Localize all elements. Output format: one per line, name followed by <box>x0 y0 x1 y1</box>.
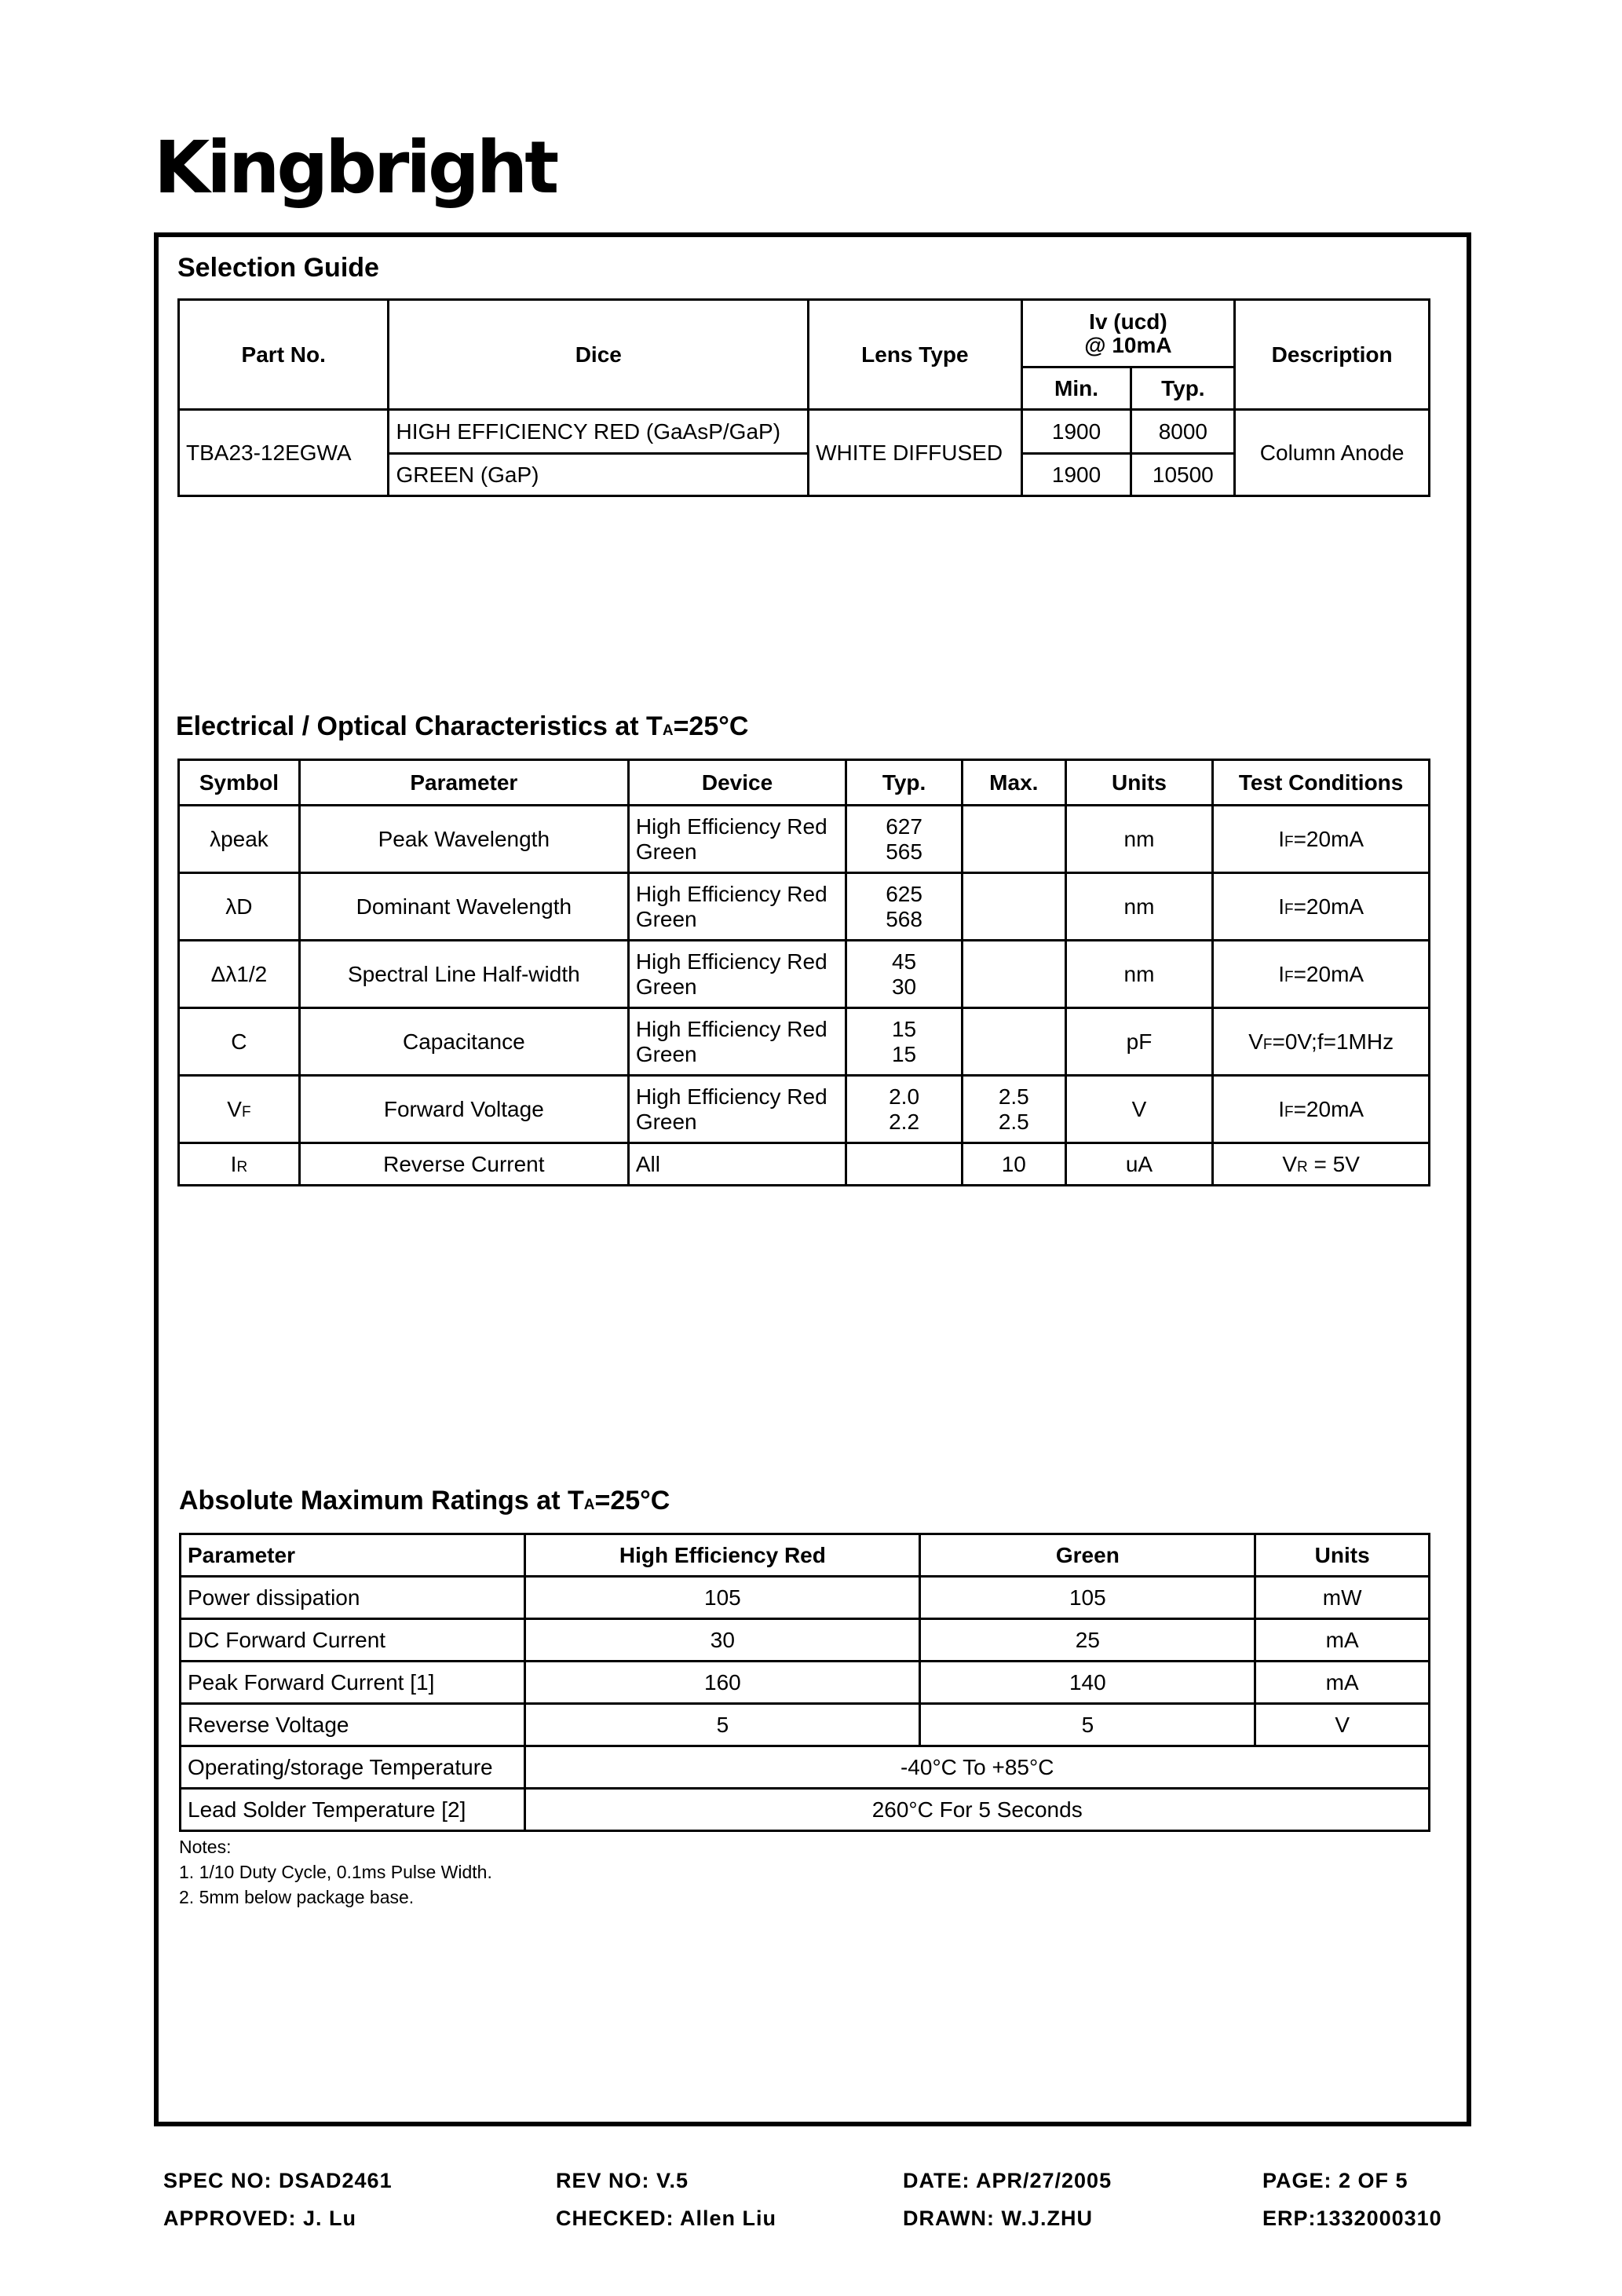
absolute-ratings-title: Absolute Maximum Ratings at TA=25°C <box>179 1486 670 1515</box>
table-row <box>181 1746 1430 1789</box>
max-cell <box>962 873 1065 941</box>
green-cell: 140 <box>920 1662 1255 1704</box>
table-row <box>179 1143 1430 1186</box>
notes-heading: Notes: <box>179 1837 232 1857</box>
symbol-cell: λpeak <box>179 806 300 873</box>
her-cell: 105 <box>525 1577 920 1619</box>
iv-min: 1900 <box>1021 410 1131 454</box>
header-iv <box>1021 300 1235 367</box>
table-row <box>179 1008 1430 1076</box>
header-iv-line2: @ 10mA <box>1084 332 1172 357</box>
symbol-cell: Δλ1/2 <box>179 941 300 1008</box>
her-cell: 30 <box>525 1619 920 1662</box>
table-row <box>179 1076 1430 1143</box>
header-max: Max. <box>962 760 1065 806</box>
parameter-cell: Operating/storage Temperature <box>181 1746 525 1789</box>
description: Column Anode <box>1235 410 1430 496</box>
parameter-cell: Power dissipation <box>181 1577 525 1619</box>
max-cell: 10 <box>962 1143 1065 1186</box>
parameter-cell: Dominant Wavelength <box>299 873 628 941</box>
max-cell: 2.5 2.5 <box>962 1076 1065 1143</box>
green-cell: 25 <box>920 1619 1255 1662</box>
green-cell: 5 <box>920 1704 1255 1746</box>
parameter-cell: DC Forward Current <box>181 1619 525 1662</box>
symbol-cell: C <box>179 1008 300 1076</box>
parameter-cell: Forward Voltage <box>299 1076 628 1143</box>
header-units: Units <box>1065 760 1213 806</box>
spec-no: SPEC NO: DSAD2461 <box>163 2169 393 2192</box>
table-row <box>181 1789 1430 1831</box>
parameter-cell: Reverse Voltage <box>181 1704 525 1746</box>
date: DATE: APR/27/2005 <box>903 2169 1112 2192</box>
device-cell: High Efficiency Red Green <box>628 941 846 1008</box>
header-description: Description <box>1235 300 1430 410</box>
table-row <box>181 1662 1430 1704</box>
absolute-ratings-table <box>179 1533 1430 1832</box>
symbol-cell: VF <box>179 1076 300 1143</box>
part-number: TBA23-12EGWA <box>179 410 389 496</box>
selection-guide-table <box>177 298 1430 497</box>
device-cell: High Efficiency Red Green <box>628 1076 846 1143</box>
units-cell: V <box>1255 1704 1430 1746</box>
units-cell: mW <box>1255 1577 1430 1619</box>
typ-cell: 15 15 <box>846 1008 963 1076</box>
note-1: 1. 1/10 Duty Cycle, 0.1ms Pulse Width. <box>179 1862 492 1882</box>
dice-cell: HIGH EFFICIENCY RED (GaAsP/GaP) <box>389 410 809 454</box>
units-cell: mA <box>1255 1619 1430 1662</box>
kingbright-logo: Kingbright <box>154 126 557 210</box>
header-lens-type: Lens Type <box>809 300 1022 410</box>
lens-type: WHITE DIFFUSED <box>809 410 1022 496</box>
header-symbol: Symbol <box>179 760 300 806</box>
typ-cell: 625 568 <box>846 873 963 941</box>
green-cell: 105 <box>920 1577 1255 1619</box>
electrical-title: Electrical / Optical Characteristics at TA=25°C <box>176 711 749 741</box>
table-row <box>181 1619 1430 1662</box>
drawn: DRAWN: W.J.ZHU <box>903 2206 1093 2230</box>
units-cell: mA <box>1255 1662 1430 1704</box>
header-part-no: Part No. <box>179 300 389 410</box>
condition-cell: VF=0V;f=1MHz <box>1213 1008 1430 1076</box>
typ-cell <box>846 1143 963 1186</box>
header-parameter: Parameter <box>299 760 628 806</box>
device-cell: High Efficiency Red Green <box>628 806 846 873</box>
condition-cell: VR = 5V <box>1213 1143 1430 1186</box>
device-cell: High Efficiency Red Green <box>628 1008 846 1076</box>
approved: APPROVED: J. Lu <box>163 2206 357 2230</box>
symbol-cell: λD <box>179 873 300 941</box>
max-cell <box>962 941 1065 1008</box>
erp: ERP:1332000310 <box>1262 2206 1442 2230</box>
iv-typ: 10500 <box>1131 454 1235 496</box>
her-cell: 160 <box>525 1662 920 1704</box>
her-cell: 5 <box>525 1704 920 1746</box>
condition-cell: IF=20mA <box>1213 873 1430 941</box>
typ-cell: 45 30 <box>846 941 963 1008</box>
condition-cell: IF=20mA <box>1213 806 1430 873</box>
table-row <box>181 1704 1430 1746</box>
symbol-cell: IR <box>179 1143 300 1186</box>
typ-cell: 2.0 2.2 <box>846 1076 963 1143</box>
parameter-cell: Lead Solder Temperature [2] <box>181 1789 525 1831</box>
condition-cell: IF=20mA <box>1213 941 1430 1008</box>
header-dice: Dice <box>389 300 809 410</box>
units-cell: V <box>1065 1076 1213 1143</box>
electrical-table <box>177 759 1430 1186</box>
header-green: Green <box>920 1534 1255 1577</box>
parameter-cell: Capacitance <box>299 1008 628 1076</box>
parameter-cell: Peak Forward Current [1] <box>181 1662 525 1704</box>
note-2: 2. 5mm below package base. <box>179 1887 415 1907</box>
header-test-conditions: Test Conditions <box>1213 760 1430 806</box>
span-value-cell: 260°C For 5 Seconds <box>525 1789 1430 1831</box>
header-high-efficiency-red: High Efficiency Red <box>525 1534 920 1577</box>
span-value-cell: -40°C To +85°C <box>525 1746 1430 1789</box>
units-cell: nm <box>1065 806 1213 873</box>
parameter-cell: Reverse Current <box>299 1143 628 1186</box>
table-row <box>179 873 1430 941</box>
page-number: PAGE: 2 OF 5 <box>1262 2169 1408 2192</box>
table-row <box>179 806 1430 873</box>
header-iv-line1: Iv (ucd) <box>1089 309 1167 334</box>
table-row <box>181 1577 1430 1619</box>
header-device: Device <box>628 760 846 806</box>
header-typ: Typ. <box>1131 367 1235 410</box>
iv-typ: 8000 <box>1131 410 1235 454</box>
checked: CHECKED: Allen Liu <box>556 2206 776 2230</box>
header-parameter: Parameter <box>181 1534 525 1577</box>
units-cell: nm <box>1065 941 1213 1008</box>
dice-cell: GREEN (GaP) <box>389 454 809 496</box>
device-cell: High Efficiency Red Green <box>628 873 846 941</box>
header-typ: Typ. <box>846 760 963 806</box>
units-cell: uA <box>1065 1143 1213 1186</box>
header-min: Min. <box>1021 367 1131 410</box>
units-cell: nm <box>1065 873 1213 941</box>
device-cell: All <box>628 1143 846 1186</box>
parameter-cell: Spectral Line Half-width <box>299 941 628 1008</box>
table-row <box>179 941 1430 1008</box>
parameter-cell: Peak Wavelength <box>299 806 628 873</box>
notes <box>179 1834 492 1910</box>
typ-cell: 627 565 <box>846 806 963 873</box>
table-row <box>179 410 1430 454</box>
iv-min: 1900 <box>1021 454 1131 496</box>
max-cell <box>962 806 1065 873</box>
rev-no: REV NO: V.5 <box>556 2169 689 2192</box>
header-units: Units <box>1255 1534 1430 1577</box>
max-cell <box>962 1008 1065 1076</box>
condition-cell: IF=20mA <box>1213 1076 1430 1143</box>
selection-guide-title: Selection Guide <box>177 253 379 283</box>
units-cell: pF <box>1065 1008 1213 1076</box>
